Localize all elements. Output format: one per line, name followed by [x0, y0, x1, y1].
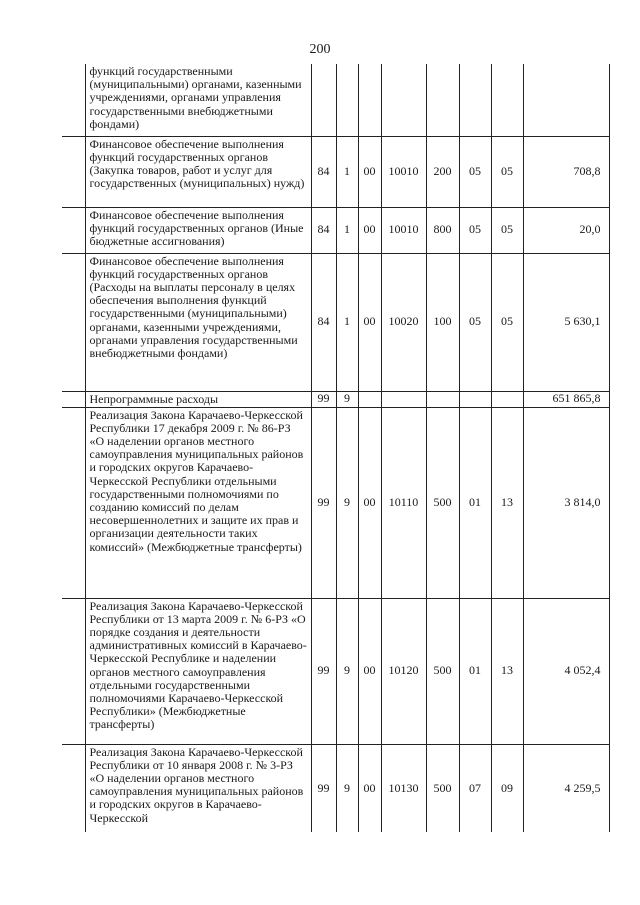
description-cell: Реализация Закона Карачаево-Черкесской Республики от 13 марта 2009 г. № 6-РЗ «О порядке создания и деятельности административных комиссий в Карачаево-Черкесской Республике и наделении органов местного самоуправления отдельными государственными полномочиями Карачаево-Черкесской Республики» (Межбюджетные трансферты)	[85, 598, 311, 744]
code-column-6-cell: 05	[459, 253, 491, 391]
code-column-7-cell: 05	[491, 207, 523, 253]
code-column-2-cell: 9	[336, 407, 358, 598]
amount-cell	[523, 64, 609, 136]
code-column-4-cell: 10130	[381, 744, 426, 832]
code-column-4-cell	[381, 64, 426, 136]
code-column-5-cell: 500	[426, 407, 459, 598]
table-row	[62, 207, 609, 253]
code-column-7-cell: 05	[491, 136, 523, 207]
code-column-3-cell: 00	[358, 744, 381, 832]
code-column-2-cell	[336, 64, 358, 136]
amount-cell: 4 259,5	[523, 744, 609, 832]
blank-cell	[62, 391, 85, 407]
code-column-3-cell: 00	[358, 136, 381, 207]
code-column-6-cell	[459, 64, 491, 136]
table-row	[62, 407, 609, 598]
blank-cell	[62, 407, 85, 598]
description-cell: Финансовое обеспечение выполнения функций государственных органов (Расходы на выплаты персоналу в целях обеспечения выполнения функций государственными (муниципальными) органами, казенными учреждениями, органами управления государственными внебюджетными фондами)	[85, 253, 311, 391]
code-column-7-cell: 09	[491, 744, 523, 832]
code-column-2-cell: 1	[336, 207, 358, 253]
blank-cell	[62, 64, 85, 136]
code-column-3-cell: 00	[358, 598, 381, 744]
page-number: 200	[309, 42, 331, 57]
table-row	[62, 253, 609, 391]
code-column-1-cell: 99	[311, 391, 336, 407]
code-column-2-cell: 9	[336, 598, 358, 744]
code-column-2-cell: 1	[336, 253, 358, 391]
budget-table	[62, 64, 610, 832]
description-cell: Реализация Закона Карачаево-Черкесской Республики 17 декабря 2009 г. № 86-РЗ «О наделении органов местного самоуправления муниципальных районов и городских округов Карачаево-Черкесской Республики отдельными государственными полномочиями по созданию комиссий по делам несовершеннолетних и защите их прав и организации деятельности таких комиссий» (Межбюджетные трансферты)	[85, 407, 311, 598]
table-row	[62, 744, 609, 832]
code-column-1-cell: 84	[311, 207, 336, 253]
amount-cell: 651 865,8	[523, 391, 609, 407]
code-column-5-cell	[426, 64, 459, 136]
code-column-7-cell: 13	[491, 407, 523, 598]
table-row	[62, 598, 609, 744]
blank-cell	[62, 744, 85, 832]
code-column-4-cell: 10120	[381, 598, 426, 744]
code-column-5-cell: 100	[426, 253, 459, 391]
amount-cell: 4 052,4	[523, 598, 609, 744]
code-column-4-cell: 10010	[381, 207, 426, 253]
code-column-7-cell: 05	[491, 253, 523, 391]
code-column-1-cell: 99	[311, 407, 336, 598]
amount-cell: 5 630,1	[523, 253, 609, 391]
code-column-3-cell	[358, 391, 381, 407]
code-column-7-cell: 13	[491, 598, 523, 744]
blank-cell	[62, 253, 85, 391]
amount-cell: 3 814,0	[523, 407, 609, 598]
code-column-7-cell	[491, 64, 523, 136]
code-column-3-cell: 00	[358, 253, 381, 391]
code-column-4-cell: 10110	[381, 407, 426, 598]
code-column-6-cell: 05	[459, 136, 491, 207]
code-column-5-cell: 500	[426, 598, 459, 744]
code-column-1-cell: 84	[311, 253, 336, 391]
code-column-1-cell: 99	[311, 598, 336, 744]
code-column-6-cell: 07	[459, 744, 491, 832]
blank-cell	[62, 136, 85, 207]
code-column-7-cell	[491, 391, 523, 407]
description-cell: Реализация Закона Карачаево-Черкесской Республики от 10 января 2008 г. № 3-РЗ «О наделении органов местного самоуправления муниципальных районов и городских округов в Карачаево-Черкесской	[85, 744, 311, 832]
code-column-6-cell: 05	[459, 207, 491, 253]
table-row	[62, 136, 609, 207]
code-column-6-cell	[459, 391, 491, 407]
code-column-3-cell: 00	[358, 407, 381, 598]
code-column-6-cell: 01	[459, 407, 491, 598]
amount-cell: 20,0	[523, 207, 609, 253]
code-column-1-cell: 84	[311, 136, 336, 207]
code-column-5-cell: 500	[426, 744, 459, 832]
code-column-6-cell: 01	[459, 598, 491, 744]
description-cell: Финансовое обеспечение выполнения функций государственных органов (Закупка товаров, работ и услуг для государственных (муниципальных) нужд)	[85, 136, 311, 207]
code-column-2-cell: 9	[336, 391, 358, 407]
table-row	[62, 64, 609, 136]
code-column-1-cell: 99	[311, 744, 336, 832]
blank-cell	[62, 598, 85, 744]
code-column-5-cell: 200	[426, 136, 459, 207]
code-column-4-cell: 10020	[381, 253, 426, 391]
description-cell: функций государственными (муниципальными) органами, казенными учреждениями, органами управления государственными внебюджетными фондами)	[85, 64, 311, 136]
description-cell: Непрограммные расходы	[85, 391, 311, 407]
code-column-4-cell	[381, 391, 426, 407]
code-column-1-cell	[311, 64, 336, 136]
code-column-4-cell: 10010	[381, 136, 426, 207]
code-column-2-cell: 9	[336, 744, 358, 832]
code-column-2-cell: 1	[336, 136, 358, 207]
description-cell: Финансовое обеспечение выполнения функций государственных органов (Иные бюджетные ассигнования)	[85, 207, 311, 253]
blank-cell	[62, 207, 85, 253]
code-column-5-cell	[426, 391, 459, 407]
amount-cell: 708,8	[523, 136, 609, 207]
code-column-3-cell	[358, 64, 381, 136]
table-row	[62, 391, 609, 407]
code-column-5-cell: 800	[426, 207, 459, 253]
code-column-3-cell: 00	[358, 207, 381, 253]
